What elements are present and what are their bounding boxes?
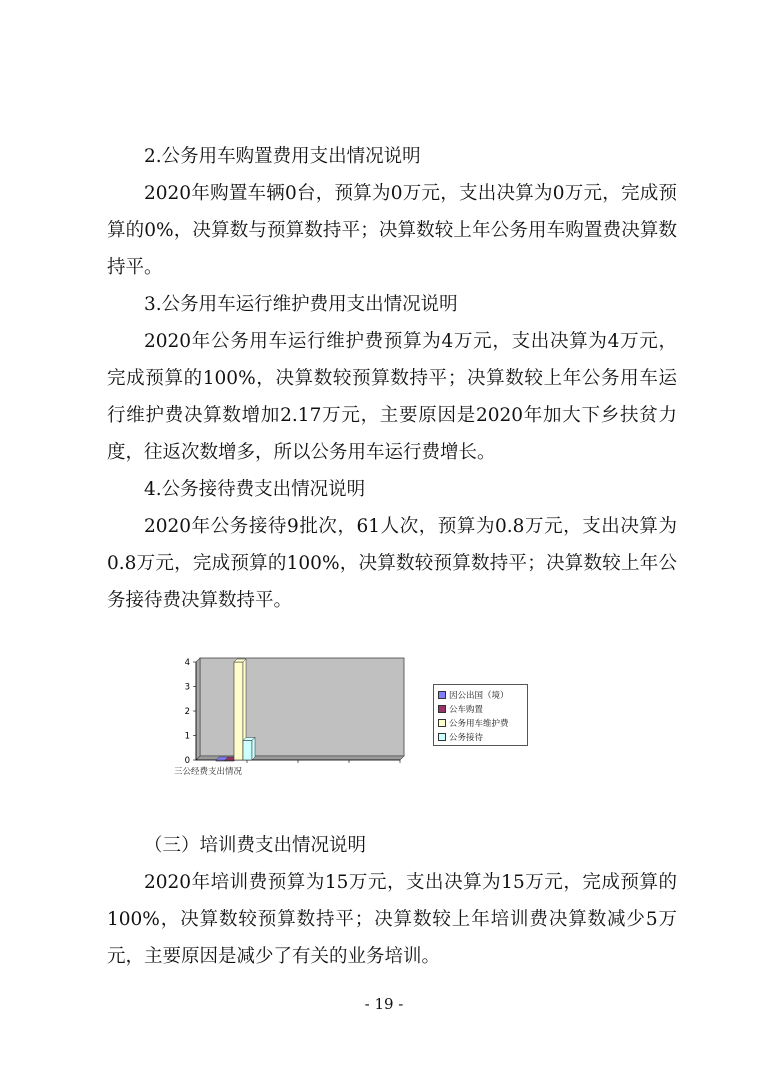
legend-item: [438, 688, 527, 702]
heading-training: （三）培训费支出情况说明: [144, 835, 367, 856]
chart-legend: [433, 684, 528, 746]
legend-label: 公务接待: [449, 733, 484, 743]
bar-3: [243, 740, 252, 760]
y-tick-label: 4: [184, 658, 190, 668]
plot-left-wall: [196, 658, 200, 760]
y-tick-label: 2: [184, 707, 190, 717]
y-tick-label: 0: [184, 756, 190, 766]
heading-vehicle-maintenance: 3.公务用车运行维护费用支出情况说明: [144, 294, 458, 315]
paragraph-reception: 2020年公务接待9批次，61人次，预算为0.8万元，支出决算为0.8万元，完成预算的100%，决算数较预算数持平；决算数较上年公务接待费决算数持平。: [107, 516, 677, 611]
plot-area: [200, 658, 404, 756]
heading-vehicle-purchase: 2.公务用车购置费用支出情况说明: [144, 146, 421, 167]
paragraph-training: 2020年培训费预算为15万元，支出决算为15万元，完成预算的100%，决算数较预算数持平；决算数较上年培训费决算数减少5万元，主要原因是减少了有关的业务培训。: [107, 872, 677, 967]
legend-item: [438, 716, 527, 730]
page-number: - 19 -: [364, 995, 404, 1013]
legend-item: [438, 730, 527, 744]
legend-swatch: [438, 719, 446, 727]
heading-reception: 4.公务接待费支出情况说明: [144, 479, 366, 500]
y-tick-label: 3: [184, 682, 190, 693]
x-category-label: 三公经费支出情况: [174, 767, 243, 777]
paragraph-vehicle-maintenance: 2020年公务用车运行维护费预算为4万元，支出决算为4万元，完成预算的100%，决算数较预算数持平；决算数较上年公务用车运行维护费决算数增加2.17万元，主要原因是2020年加大下乡扶贫力度，往返次数增多，所以公务用车运行费增长。: [107, 331, 677, 463]
legend-label: 公务用车维护费: [449, 719, 509, 729]
legend-label: 因公出国（境）: [449, 691, 509, 701]
legend-label: 公车购置: [449, 705, 484, 715]
bar-2: [234, 662, 243, 760]
legend-item: [438, 702, 527, 716]
legend-swatch: [438, 691, 446, 699]
y-tick-label: 1: [184, 731, 190, 742]
bar-side-3: [252, 737, 255, 760]
legend-swatch: [438, 705, 446, 713]
paragraph-vehicle-purchase: 2020年购置车辆0台，预算为0万元，支出决算为0万元，完成预算的0%，决算数与预算数持平；决算数较上年公务用车购置费决算数持平。: [107, 183, 677, 278]
legend-swatch: [438, 733, 446, 741]
